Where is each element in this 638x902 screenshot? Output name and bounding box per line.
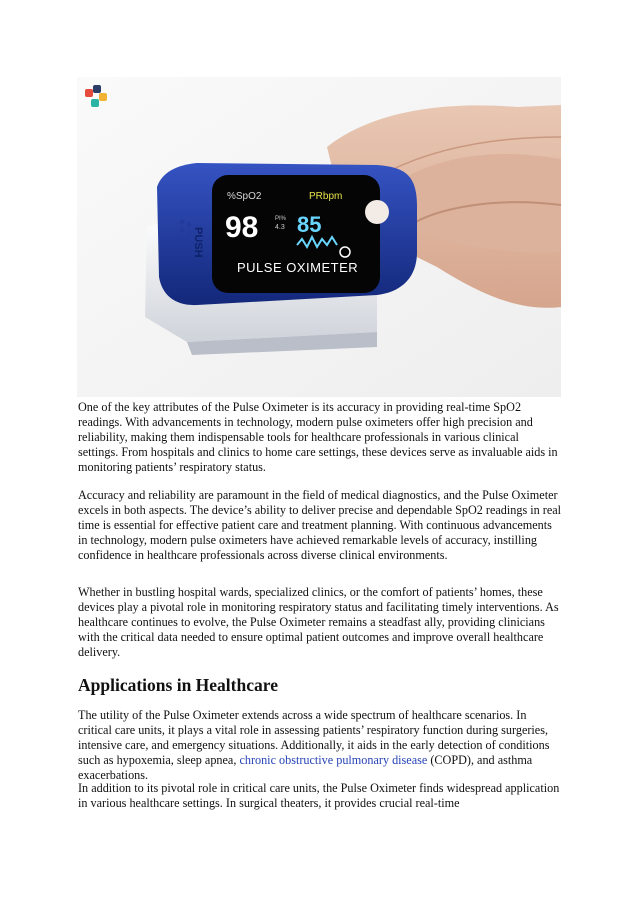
paragraph-accuracy-reliability [78, 488, 562, 563]
paragraph-applications [78, 708, 562, 783]
screen-pi-value: 4.3 [275, 224, 285, 231]
paragraph-text: One of the key attributes of the Pulse Oximeter is its accuracy in providing real-time SpO2 readings. With advancements in technology, modern pulse oximeters offer high precision and reliability, making them indispensable tools for healthcare professionals in various clinical settings. From hospitals and clinics to home care settings, these devices serve as invaluable aids in monitoring patients’ respiratory status. [78, 400, 558, 475]
push-label: PUSH [192, 227, 204, 258]
copd-link[interactable]: chronic obstructive pulmonary disease [239, 753, 428, 768]
section-heading: Applications in Healthcare [78, 675, 278, 695]
logo-icon [83, 83, 109, 109]
screen-pr-value: 85 [297, 212, 322, 237]
paragraph-accuracy-intro [78, 400, 562, 475]
paragraph-text [78, 708, 562, 783]
paragraph-settings [78, 585, 562, 660]
screen-spo2-label: %SpO2 [227, 191, 262, 202]
pulse-oximeter-illustration [77, 77, 561, 397]
device-label: PULSE OXIMETER [237, 260, 359, 275]
paragraph-text-before-link: The utility of the Pulse Oximeter extends across a wide spectrum of healthcare scenarios. In critical care units, it plays a vital role in assessing patients’ respiratory function during surgeries, intensive care, and emergency situations. Additionally, it aids in the early detection of conditions such as hypoxemia, sleep apnea, [78, 708, 550, 768]
screen-pi-label: PI% [275, 216, 287, 222]
pulse-oximeter-photo [77, 77, 561, 397]
paragraph-text-after-link: (COPD), and asthma exacerbations. [78, 753, 533, 783]
paragraph-text: Accuracy and reliability are paramount in the field of medical diagnostics, and the Pulse Oximeter excels in both aspects. The device’s ability to deliver precise and dependable SpO2 readings in real time is essential for effective patient care and treatment planning. With continuous advancements in technology, modern pulse oximeters have achieved remarkable levels of accuracy, instilling confidence in healthcare professionals across diverse clinical environments. [78, 488, 562, 563]
screen-pr-label: PRbpm [309, 191, 343, 202]
screen-spo2-value: 98 [225, 211, 259, 244]
site-logo [83, 83, 109, 114]
paragraph-text: In addition to its pivotal role in critical care units, the Pulse Oximeter finds widespread application in various healthcare settings. In surgical theaters, it provides crucial real-time [78, 781, 560, 811]
paragraph-critical-care [78, 781, 562, 811]
paragraph-text: Whether in bustling hospital wards, specialized clinics, or the comfort of patients’ homes, these devices play a pivotal role in monitoring respiratory status and facilitating timely interventions. As healthcare continues to evolve, the Pulse Oximeter remains a steadfast ally, providing clinicians with the critical data needed to ensure optimal patient outcomes and improve overall healthcare delivery. [78, 585, 559, 660]
